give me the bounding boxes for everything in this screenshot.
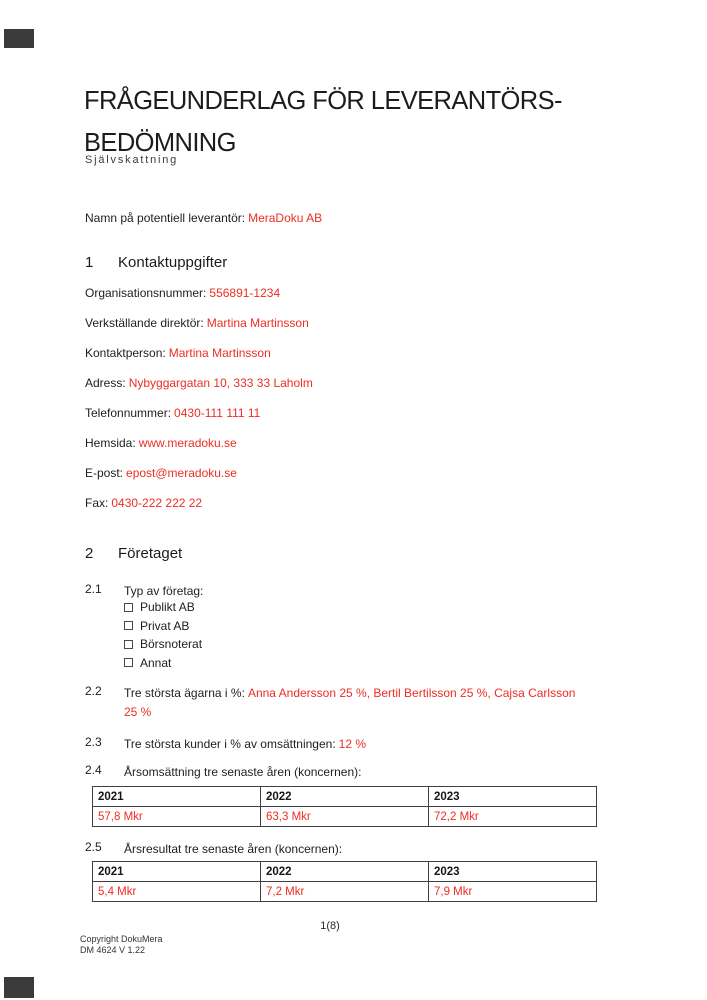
footer-doc-id: DM 4624 V 1.22 (80, 945, 146, 955)
revenue-year-header: 2023 (429, 787, 597, 807)
field-label: Organisationsnummer: (85, 286, 207, 300)
section-heading-contact (85, 254, 227, 271)
page-number: 1(8) (320, 920, 340, 932)
document-title-line1: FRÅGEUNDERLAG FÖR LEVERANTÖRS- (84, 87, 562, 115)
field-value[interactable]: epost@meradoku.se (126, 466, 237, 480)
option-publikt-ab (124, 598, 202, 617)
checkbox-borsnoterat[interactable] (124, 640, 133, 649)
field-website (85, 436, 237, 450)
item-number: 2.1 (85, 582, 102, 596)
item-label: Årsresultat tre senaste åren (koncernen): (124, 842, 343, 856)
field-value[interactable]: Martina Martinsson (206, 316, 309, 330)
field-label: E-post: (85, 466, 124, 480)
page-corner-mark-bottom (4, 977, 34, 998)
footer-copyright: Copyright DokuMera (80, 934, 163, 944)
checkbox-annat[interactable] (124, 658, 133, 667)
item-largest-customers (85, 735, 629, 754)
field-value[interactable]: www.meradoku.se (138, 436, 237, 450)
revenue-table-value-row (93, 807, 597, 827)
section-heading-company (85, 545, 182, 562)
item-value[interactable]: Anna Andersson 25 %, Bertil Bertilsson 25 %, Cajsa Carlsson (247, 686, 576, 700)
item-number: 2.2 (85, 684, 102, 698)
field-value[interactable]: 556891-1234 (209, 286, 281, 300)
revenue-value-cell[interactable]: 72,2 Mkr (429, 807, 597, 827)
document-subtitle: Självskattning (85, 154, 179, 166)
field-fax (85, 496, 202, 510)
profit-table-value-row (93, 882, 597, 902)
field-value[interactable]: 0430-111 111 11 (174, 406, 261, 420)
item-label: Tre största kunder i % av omsättningen: (124, 737, 336, 751)
company-type-options (124, 598, 202, 672)
section-number: 2 (85, 545, 94, 562)
checkbox-label: Publikt AB (140, 600, 195, 615)
profit-table (92, 861, 597, 902)
revenue-value-cell[interactable]: 57,8 Mkr (93, 807, 261, 827)
field-value[interactable]: 0430-222 222 22 (111, 496, 203, 510)
profit-value-cell[interactable]: 7,2 Mkr (261, 882, 429, 902)
document-title-line2: BEDÖMNING (84, 129, 236, 157)
field-label: Adress: (85, 376, 126, 390)
revenue-value-cell[interactable]: 63,3 Mkr (261, 807, 429, 827)
field-value[interactable]: Nybyggargatan 10, 333 33 Laholm (128, 376, 313, 390)
field-value[interactable]: Martina Martinsson (168, 346, 271, 360)
supplier-name-label: Namn på potentiell leverantör: (85, 211, 246, 225)
profit-table-header-row (93, 862, 597, 882)
revenue-table-header-row (93, 787, 597, 807)
field-label: Hemsida: (85, 436, 136, 450)
checkbox-publikt-ab[interactable] (124, 603, 133, 612)
field-label: Fax: (85, 496, 109, 510)
document-title (84, 80, 644, 164)
profit-year-header: 2023 (429, 862, 597, 882)
page-corner-mark-top (4, 29, 34, 48)
field-ceo (85, 316, 309, 330)
field-orgnumber (85, 286, 280, 300)
option-annat (124, 654, 202, 673)
profit-year-header: 2022 (261, 862, 429, 882)
option-privat-ab (124, 617, 202, 636)
item-label: Typ av företag: (124, 584, 204, 598)
item-value-continued[interactable]: 25 % (124, 705, 152, 719)
item-largest-owners (85, 684, 629, 722)
field-phone (85, 406, 260, 420)
item-value[interactable]: 12 % (338, 737, 367, 751)
revenue-table (92, 786, 597, 827)
field-contact-person (85, 346, 271, 360)
field-email (85, 466, 237, 480)
field-address (85, 376, 313, 390)
item-number: 2.4 (85, 763, 102, 777)
section-title: Kontaktuppgifter (118, 254, 228, 271)
checkbox-label: Privat AB (140, 618, 190, 633)
item-annual-revenue (85, 763, 629, 782)
profit-value-cell[interactable]: 5,4 Mkr (93, 882, 261, 902)
field-label: Kontaktperson: (85, 346, 166, 360)
checkbox-label: Börsnoterat (140, 637, 203, 652)
option-borsnoterat (124, 635, 202, 654)
section-title: Företaget (118, 545, 183, 562)
checkbox-privat-ab[interactable] (124, 621, 133, 630)
profit-year-header: 2021 (93, 862, 261, 882)
field-label: Telefonnummer: (85, 406, 172, 420)
item-number: 2.5 (85, 840, 102, 854)
revenue-year-header: 2022 (261, 787, 429, 807)
checkbox-label: Annat (140, 655, 172, 670)
supplier-name-line (85, 211, 322, 225)
field-label: Verkställande direktör: (85, 316, 204, 330)
revenue-year-header: 2021 (93, 787, 261, 807)
document-footer (80, 934, 163, 956)
profit-value-cell[interactable]: 7,9 Mkr (429, 882, 597, 902)
item-label: Tre största ägarna i %: (124, 686, 245, 700)
item-number: 2.3 (85, 735, 102, 749)
item-annual-profit (85, 840, 629, 859)
item-label: Årsomsättning tre senaste åren (koncernen): (124, 765, 362, 779)
section-number: 1 (85, 254, 94, 271)
supplier-name-value[interactable]: MeraDoku AB (248, 211, 323, 225)
